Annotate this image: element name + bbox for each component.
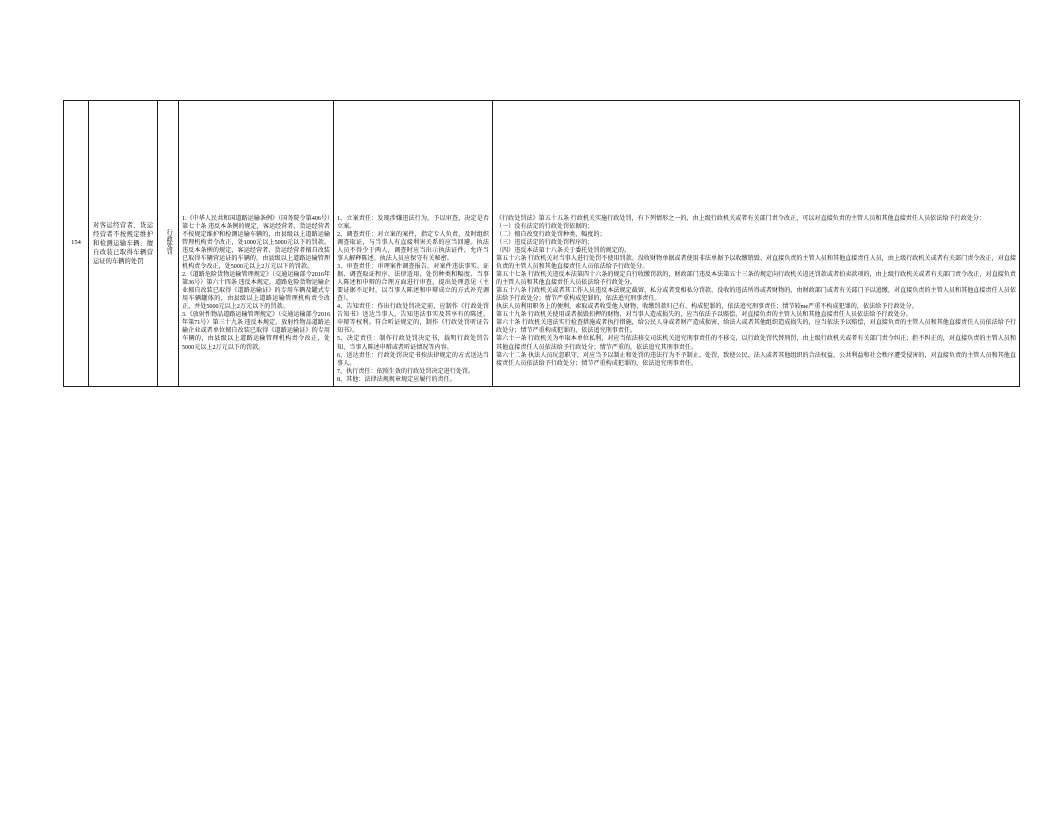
item-type: 行政处罚 xyxy=(165,229,173,255)
table-row xyxy=(64,101,1020,387)
duty-item: 8、其他：法律法规规章规定应履行的责任。 xyxy=(337,376,456,383)
accountability-cell xyxy=(493,101,1020,387)
accountability-item: 第五十八条 行政机关或者其工作人员违反本法规定截留、私分或者变相私分罚款、没收的违法所得或者财物的，由财政部门或者有关部门予以追缴，对直接负责的主管人员和其他直接责任人员依法给予行政处分；情节严重构成犯罪的，依法追究刑事责任。 xyxy=(496,288,1016,303)
duty-item: 5、决定责任：制作行政处罚决定书，载明行政处罚告知、当事人陈述申辩或者听证情况等内容。 xyxy=(337,336,489,351)
row-index-cell xyxy=(64,101,89,387)
legal-basis-cell xyxy=(179,101,334,387)
duty-item: 6、送达责任：行政处罚决定书按法律规定的方式送达当事人。 xyxy=(337,352,489,367)
accountability-item: 第五十七条 行政机关违反本法第四十六条的规定自行收缴罚款的，财政部门违反本法第五十三条的规定向行政机关返还罚款或者拍卖款项的，由上级行政机关或者有关部门责令改正，对直接负责的主管人员和其他直接责任人员依法给予行政处分。 xyxy=(496,272,1016,287)
accountability-item: 第六十一条 行政机关为牟取本单位私利，对应当依法移交司法机关追究刑事责任的不移交，以行政处罚代替刑罚，由上级行政机关或者有关部门责令纠正；拒不纠正的，对直接负责的主管人员和其他直接责任人员依法给予行政处分；情节严重的，依法追究其刑事责任。 xyxy=(496,336,1016,351)
accountability-item: （二）擅自改变行政处罚种类、幅度的； xyxy=(496,232,606,239)
legal-basis-item: 2.《道路危险货物运输管理规定》（交通运输部令2016年第36号）第六十四条 违反本规定，道路危险货物运输企业擅自改装已取得《道路运输证》的专用车辆及罐式专用车辆罐体的，由县级以上道路运输管理机构责令改正，并处5000元以上2万元以下的罚款。 xyxy=(182,272,330,311)
item-name: 对客运经营者、货运经营者不按规定维护和检测运输车辆、擅自改装已取得车辆营运证的车辆的处罚 xyxy=(93,221,153,266)
accountability-item: （一）没有法定的行政处罚依据的； xyxy=(496,224,594,231)
duty-item: 7、执行责任：依照生效的行政处罚决定进行处罚。 xyxy=(337,368,475,375)
accountability-item: （三）违反法定的行政处罚程序的； xyxy=(496,240,594,247)
item-type-cell xyxy=(158,101,179,387)
accountability-item: （四）违反本法第十八条关于委托处罚的规定的。 xyxy=(496,248,631,255)
item-name-cell xyxy=(89,101,158,387)
duty-item: 2、调查责任：对立案的案件，指定专人负责，及时组织调查取证，与当事人有直接利害关系的应当回避。执法人员不得少于两人，调查时应当出示执法证件，允许当事人解释陈述。执法人员应保守有关秘密。 xyxy=(337,232,489,263)
legal-basis-item: 3.《放射性物品道路运输管理规定》（交通运输部令2016年第71号）第三十九条 违反本规定，放射性物品道路运输企业或者单位擅自改装已取得《道路运输证》的专用车辆的，由县级以上道路运输管理机构责令改正，处5000元以上2万元以下的罚款。 xyxy=(182,312,330,351)
accountability-item: 第五十九条 行政机关使用或者损毁扣押的财物，对当事人造成损失的，应当依法予以赔偿，对直接负责的主管人员和其他直接责任人员依法给予行政处分。 xyxy=(496,312,912,319)
duty-cell xyxy=(334,101,493,387)
legal-basis-item: 1.《中华人民共和国道路运输条例》（国务院令第406号）第七十条 违反本条例的规定，客运经营者、货运经营者不按规定维护和检测运输车辆的，由县级以上道路运输管理机构责令改正，处1000元以上5000元以下的罚款。违反本条例的规定，客运经营者、货运经营者擅自改装已取得车辆营运证的车辆的，由县级以上道路运输管理机构责令改正，处5000元以上2万元以下的罚款。 xyxy=(182,216,330,271)
duty-item: 1、立案责任：发现涉嫌违法行为，予以审查，决定是否立案。 xyxy=(337,216,489,231)
row-index: 154 xyxy=(71,239,81,247)
accountability-item: 第六十二条 执法人员玩忽职守，对应当予以制止和处罚的违法行为不予制止、处罚，致使公民、法人或者其他组织的合法权益、公共利益和社会秩序遭受侵害的，对直接负责的主管人员和其他直接责任人员依法给予行政处分；情节严重构成犯罪的，依法追究刑事责任。 xyxy=(496,352,1016,367)
accountability-item: 第六十条 行政机关违法实行检查措施或者执行措施，给公民人身或者财产造成损害、给法人或者其他组织造成损失的，应当依法予以赔偿，对直接负责的主管人员和其他直接责任人员依法给予行政处分；情节严重构成犯罪的，依法追究刑事责任。 xyxy=(496,320,1016,335)
accountability-item: 《行政处罚法》第五十五条 行政机关实施行政处罚，有下列情形之一的，由上级行政机关或者有关部门责令改正，可以对直接负责的主管人员和其他直接责任人员依法给予行政处分： xyxy=(496,216,986,222)
accountability-item: 第五十六条 行政机关对当事人进行处罚不使用罚款、没收财物单据或者使用非法单据予以收缴销毁、对直接负责的主管人员和其他直接责任人员，由上级行政机关或者有关部门责令改正，对直接负责的主管人员和其他直接责任人员依法给予行政处分。 xyxy=(496,256,1016,271)
accountability-item: 执法人员利用职务上的便利，索取或者收受他人财物、收缴罚款归己有、构成犯罪的，依法追究刑事责任；情节较me严重不构成犯罪的，依法给予行政处分。 xyxy=(496,304,918,311)
duty-item: 3、审查责任：审理案件调查报告，对案件违法事实、证据、调查取证程序、法律适用、处罚种类和幅度、当事人陈述和申辩的合理方面进行审查，提出处理意见（主要证据不足时，以当事人陈述和申辩成立的方式补充调查）。 xyxy=(337,264,489,303)
administrative-penalty-table xyxy=(63,100,1020,387)
duty-item: 4、告知责任：作出行政处罚决定前，应制作《行政处罚告知书》送达当事人，告知违法事实及其享有的陈述、申辩等权利。符合听证规定的，制作《行政处罚听证告知书》。 xyxy=(337,304,489,335)
